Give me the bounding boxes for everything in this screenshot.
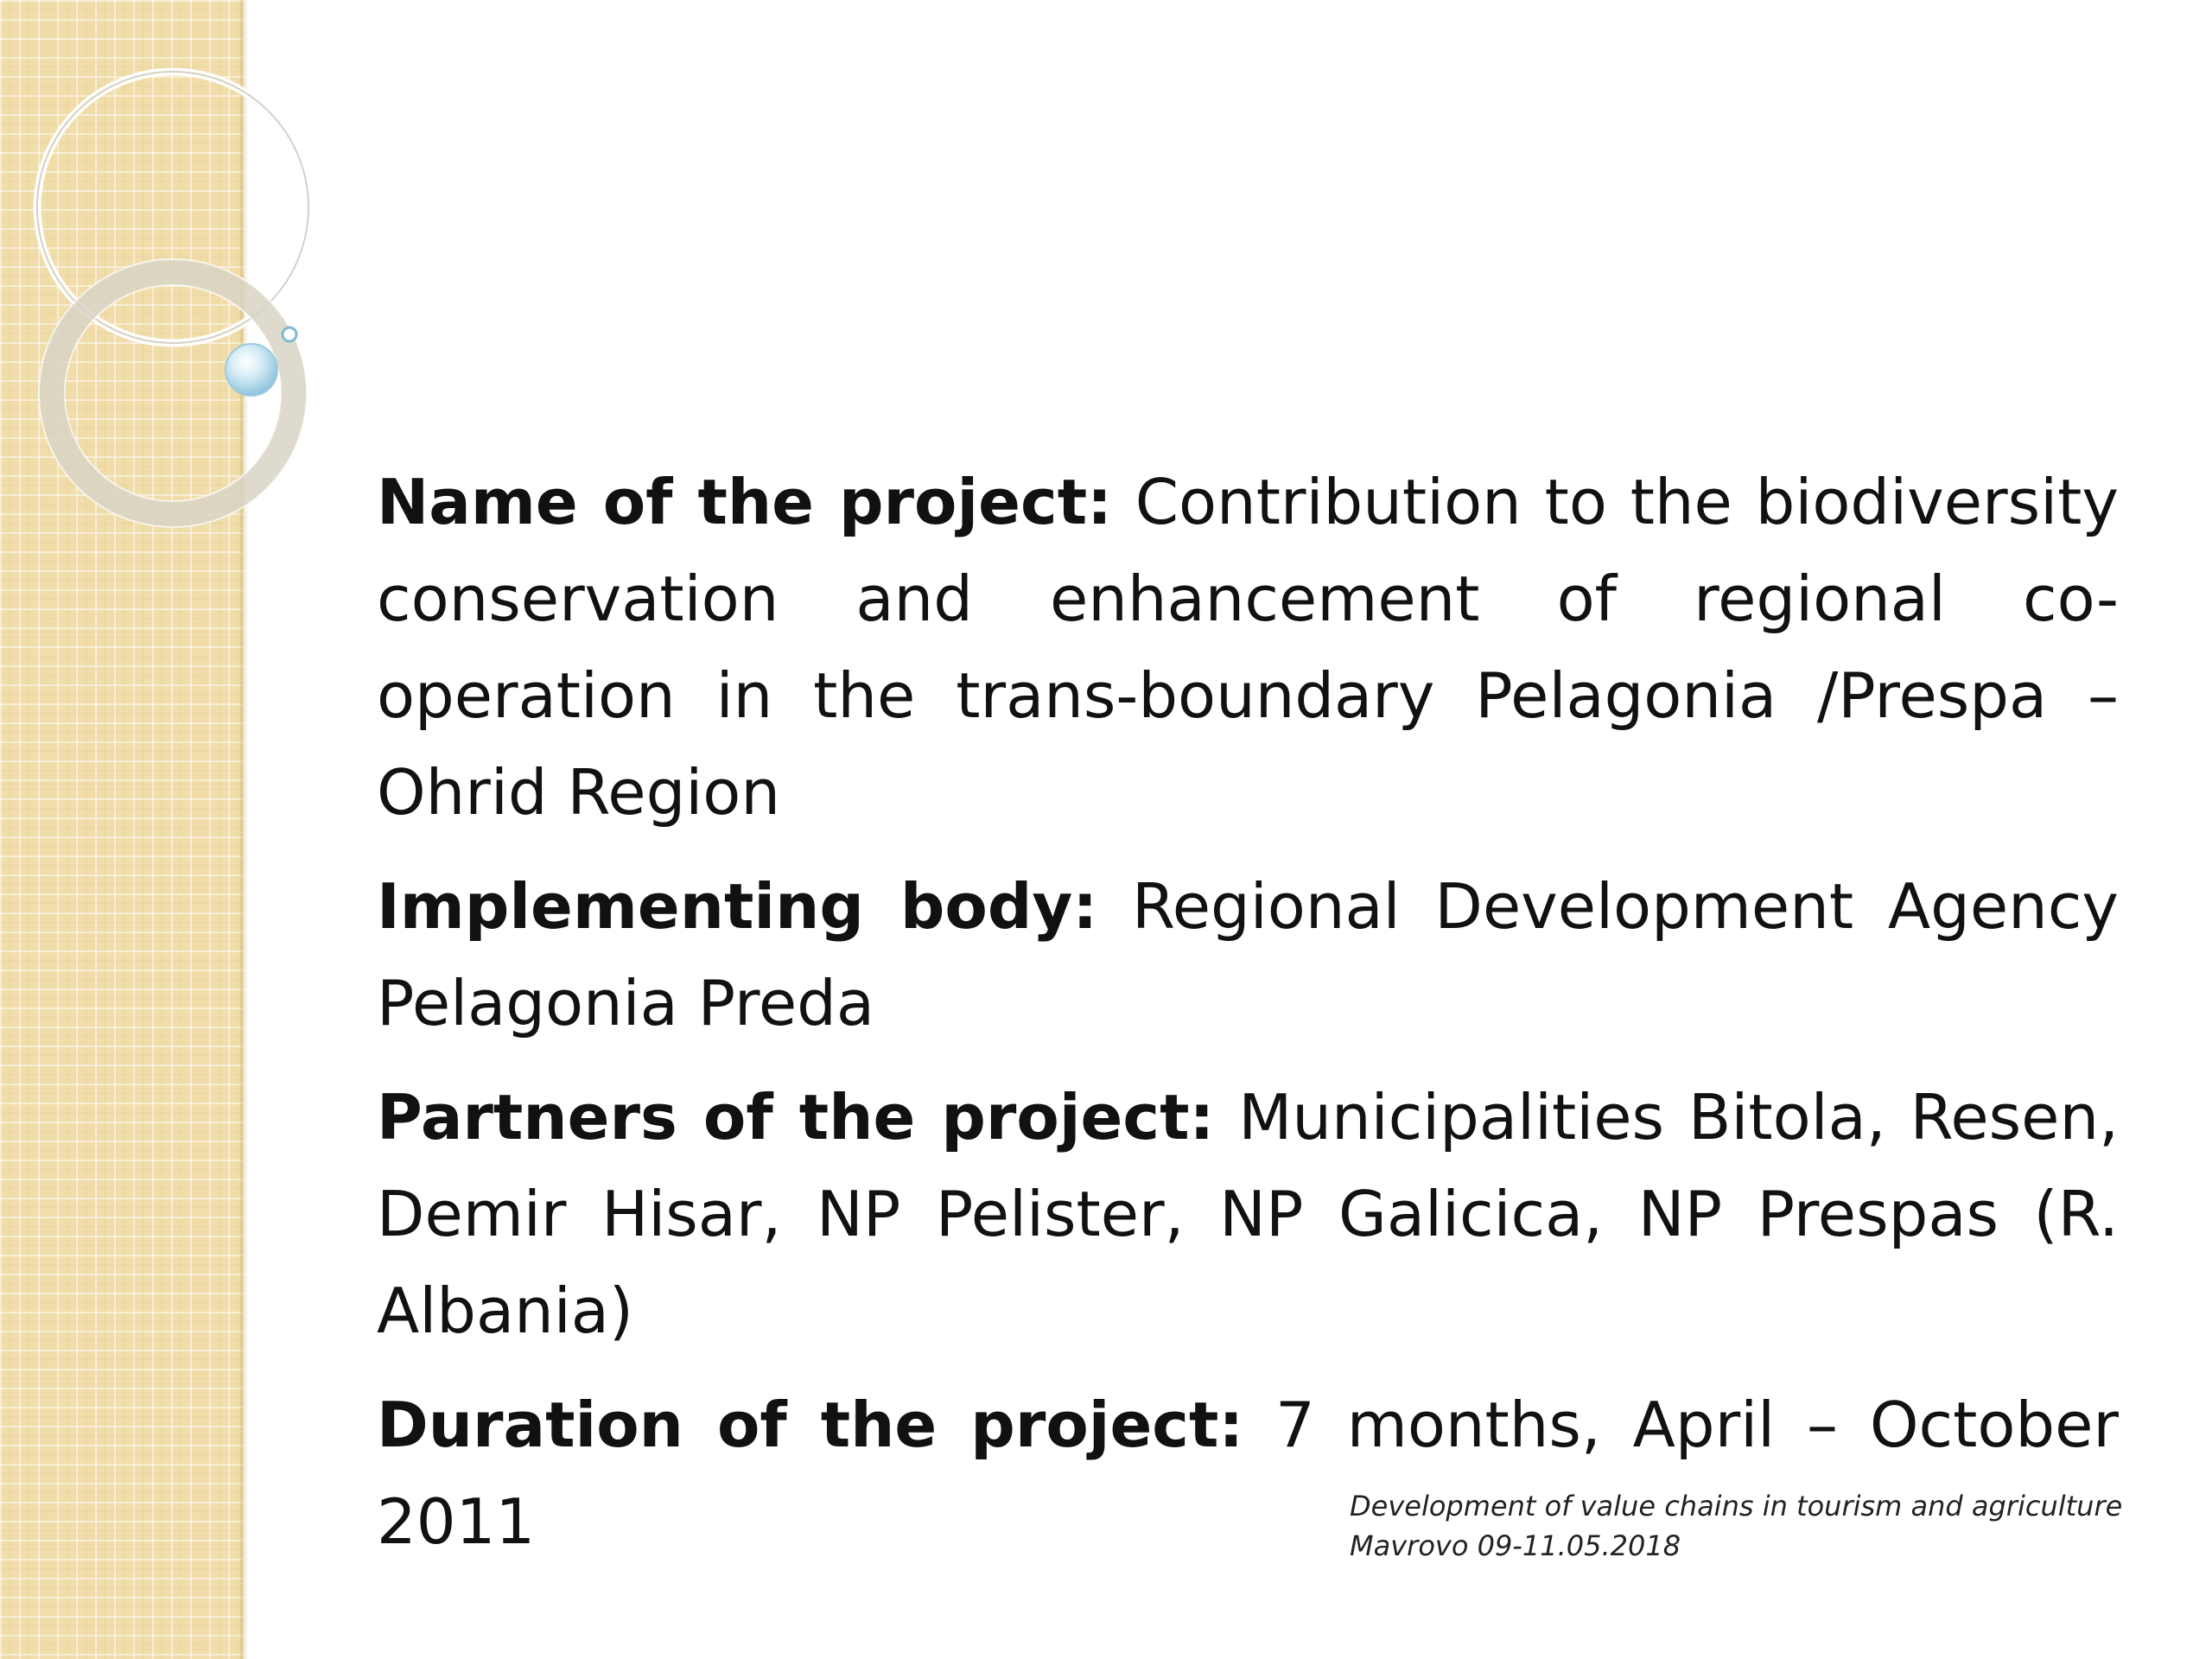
- partners-text: Municipalities Bitola, Resen, Demir Hisar, NP Pelister, NP Galicica, NP Prespas (R. Albania): [377, 1081, 2119, 1347]
- footer-event-title: Development of value chains in tourism and agriculture: [1350, 1490, 2123, 1522]
- project-name-label: Name of the project:: [377, 466, 1112, 538]
- duration-label: Duration of the project:: [377, 1389, 1244, 1461]
- project-name-paragraph: [377, 454, 2119, 841]
- duration-text: 7 months, April – October 2011: [377, 1389, 2119, 1558]
- project-name-text: Contribution to the biodiversity conservation and enhancement of regional co-operation in the trans-boundary Pelagonia /Prespa – Ohrid Region: [377, 466, 2120, 829]
- ring-decoration-icon: [0, 0, 363, 605]
- partners-paragraph: [377, 1069, 2119, 1359]
- implementing-body-label: Implementing body:: [377, 870, 1098, 943]
- slide-footer: [1350, 1486, 2122, 1566]
- implementing-body-paragraph: [377, 858, 2119, 1052]
- footer-event-date: Mavrovo 09-11.05.2018: [1350, 1529, 1681, 1562]
- partners-label: Partners of the project:: [377, 1081, 1215, 1154]
- implementing-body-text: Regional Development Agency Pelagonia Preda: [377, 870, 2119, 1039]
- project-info: [377, 454, 2119, 1587]
